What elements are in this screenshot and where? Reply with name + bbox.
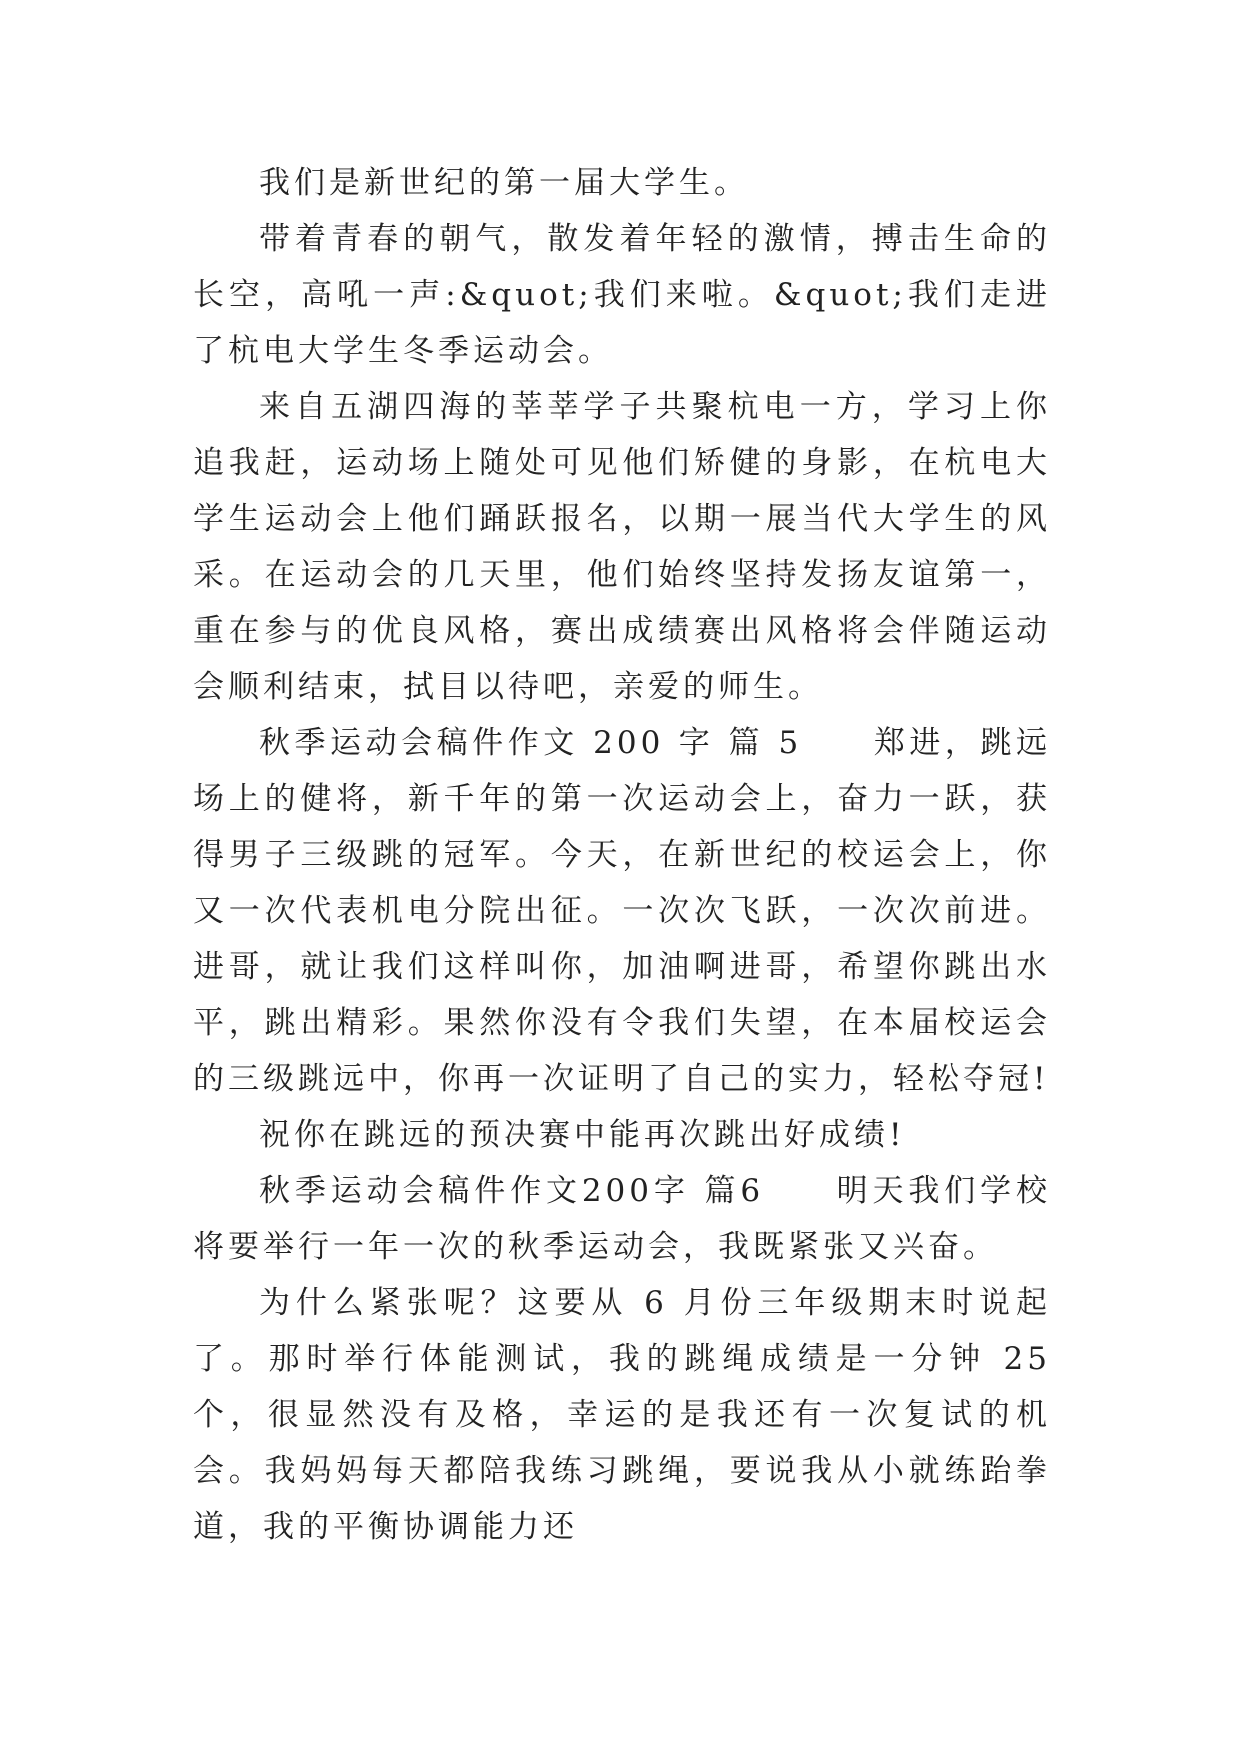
paragraph: 祝你在跳远的预决赛中能再次跳出好成绩!: [259, 1117, 906, 1153]
paragraph: 我们是新世纪的第一届大学生。: [259, 165, 749, 201]
document-body: [193, 155, 1051, 1555]
paragraph: 秋季运动会稿件作文 200 字 篇 5 郑进，跳远场上的健将，新千年的第一次运动会上，奋力一跃，获得男子三级跳的冠军。今天，在新世纪的校运会上，你又一次代表机电分院出征。一次次飞跃，一次次前进。进哥，就让我们这样叫你，加油啊进哥，希望你跳出水平，跳出精彩。果然你没有令我们失望，在本届校运会的三级跳远中，你再一次证明了自己的实力，轻松夺冠!: [193, 725, 1051, 1097]
paragraph: 秋季运动会稿件作文200字 篇6 明天我们学校将要举行一年一次的秋季运动会，我既紧张又兴奋。: [193, 1173, 1051, 1265]
paragraph: 来自五湖四海的莘莘学子共聚杭电一方，学习上你追我赶，运动场上随处可见他们矫健的身影，在杭电大学生运动会上他们踊跃报名，以期一展当代大学生的风采。在运动会的几天里，他们始终坚持发扬友谊第一，重在参与的优良风格，赛出成绩赛出风格将会伴随运动会顺利结束，拭目以待吧，亲爱的师生。: [193, 389, 1051, 705]
paragraph: 为什么紧张呢？这要从 6 月份三年级期末时说起了。那时举行体能测试，我的跳绳成绩是一分钟 25 个，很显然没有及格，幸运的是我还有一次复试的机会。我妈妈每天都陪我练习跳绳，要说我从小就练跆拳道，我的平衡协调能力还: [193, 1285, 1051, 1545]
paragraph: 带着青春的朝气，散发着年轻的激情，搏击生命的长空，高吼一声:&quot;我们来啦。&quot;我们走进了杭电大学生冬季运动会。: [193, 221, 1051, 369]
